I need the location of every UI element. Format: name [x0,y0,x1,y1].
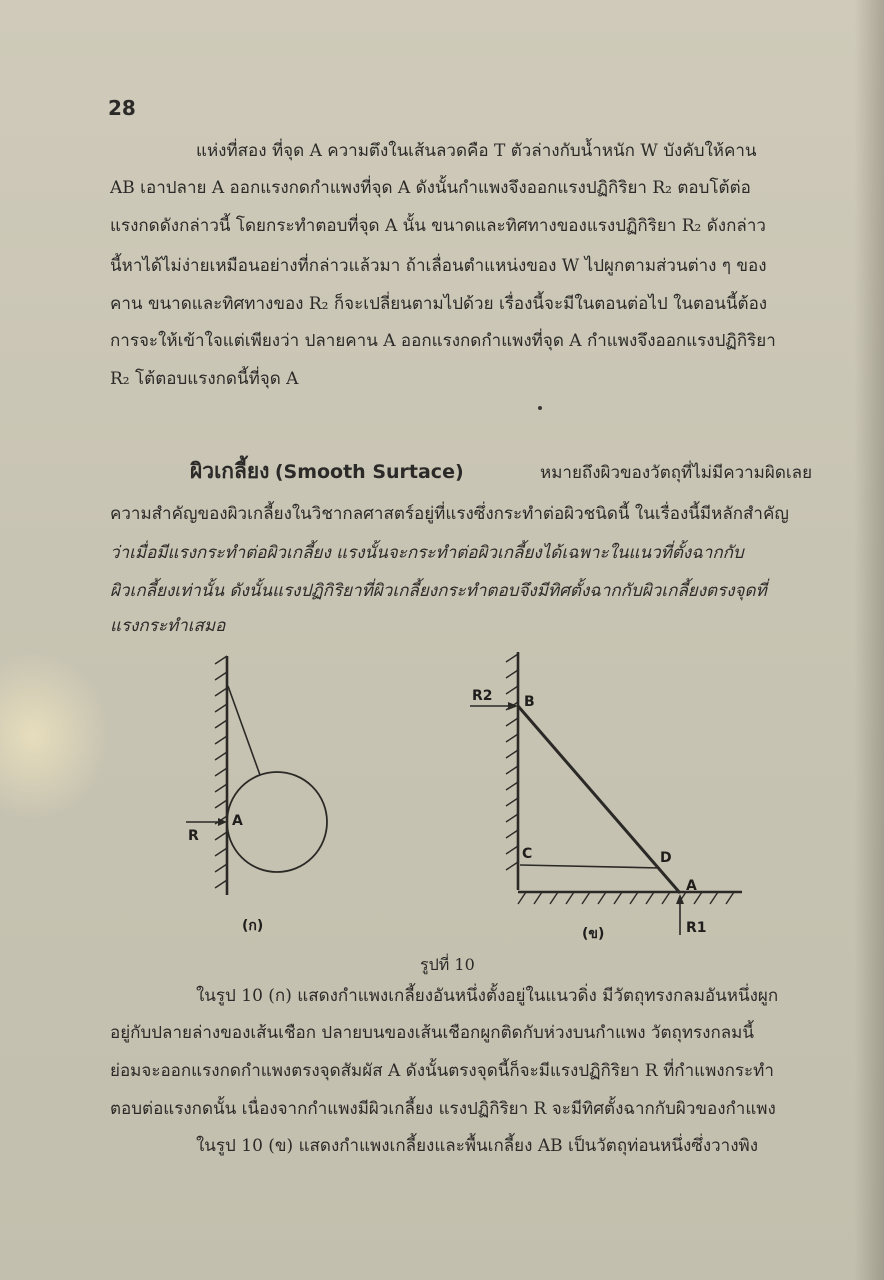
text-line: แห่งที่สอง ที่จุด A ความตึงในเส้นลวดคือ T ตัวล่างกับน้ำหนัก W บังคับให้คาน [196,141,757,161]
caption-a: (ก) [242,918,264,934]
text-line: ว่าเมื่อมีแรงกระทำต่อผิวเกลี้ยง แรงนั้นจะกระทำต่อผิวเกลี้ยงได้เฉพาะในแนวที่ตั้งฉากกับ [110,543,744,563]
paper-stain [0,650,110,820]
label-d: D [660,850,672,866]
floor-hatch [518,892,742,904]
caption-b: (ข) [582,926,605,942]
ink-dot [538,406,542,410]
text-line: AB เอาปลาย A ออกแรงกดกำแพงที่จุด A ดังนั้นกำแพงจึงออกแรงปฏิกิริยา R₂ ตอบโต้ต่อ [110,178,751,198]
text-line: ตอบต่อแรงกดนั้น เนื่องจากกำแพงมีผิวเกลี้ยง แรงปฏิกิริยา R จะมีทิศตั้งฉากกับผิวของกำแพง [110,1099,776,1119]
text-line: แรงกระทำเสมอ [110,616,226,636]
label-a: A [686,878,697,894]
text-line: คาน ขนาดและทิศทางของ R₂ ก็จะเปลี่ยนตามไปด้วย เรื่องนี้จะมีในตอนต่อไป ในตอนนี้ต้อง [110,294,768,314]
figure-a [180,650,350,950]
text-line: ย่อมจะออกแรงกดกำแพงตรงจุดสัมผัส A ดังนั้นตรงจุดนี้ก็จะมีแรงปฏิกิริยา R ที่กำแพงกระทำ [110,1061,774,1081]
figure-b [460,650,760,950]
label-r1: R1 [686,920,707,936]
arrowhead [676,894,684,904]
text-line: ความสำคัญของผิวเกลี้ยงในวิชากลศาสตร์อยู่ที่แรงซึ่งกระทำต่อผิวชนิดนี้ ในเรื่องนี้มีหลักสำคัญ [110,504,789,524]
text-line: นี้หาได้ไม่ง่ายเหมือนอย่างที่กล่าวแล้วมา ถ้าเลื่อนตำแหน่งของ W ไปผูกตามส่วนต่าง ๆ ของ [110,256,767,276]
text-line: ในรูป 10 (ก) แสดงกำแพงเกลี้ยงอันหนึ่งตั้งอยู่ในแนวดิ่ง มีวัตถุทรงกลมอันหนึ่งผูก [196,986,779,1006]
label-r2: R2 [472,688,493,704]
label-c: C [522,846,533,862]
page-edge-shadow [854,0,884,1280]
page-number: 28 [108,96,136,120]
text-line: ในรูป 10 (ข) แสดงกำแพงเกลี้ยงและพื้นเกลี้ยง AB เป็นวัตถุท่อนหนึ่งซึ่งวางพิง [196,1136,759,1156]
rope [228,686,260,775]
text-line: แรงกดดังกล่าวนี้ โดยกระทำตอบที่จุด A นั้น ขนาดและทิศทางของแรงปฏิกิริยา R₂ ดังกล่าว [110,216,766,236]
heading-continuation: หมายถึงผิวของวัตถุที่ไม่มีความผิดเลย [540,463,813,483]
figure-caption: รูปที่ 10 [420,955,475,974]
heading-thai: ผิวเกลี้ยง [190,458,270,483]
section-heading [190,460,464,484]
text-line: R₂ โต้ตอบแรงกดนี้ที่จุด A [110,369,299,389]
label-a: A [232,813,243,829]
label-b: B [524,694,535,710]
heading-english: (Smooth Surtace) [274,461,464,483]
rope-cd [520,865,660,868]
wall-hatch [506,652,518,890]
text-line: การจะให้เข้าใจแต่เพียงว่า ปลายคาน A ออกแรงกดกำแพงที่จุด A กำแพงจึงออกแรงปฏิกิริยา [110,331,776,351]
text-line: อยู่กับปลายล่างของเส้นเชือก ปลายบนของเส้นเชือกผูกติดกับห่วงบนกำแพง วัตถุทรงกลมนี้ [110,1023,754,1043]
text-line: ผิวเกลี้ยงเท่านั้น ดังนั้นแรงปฏิกิริยาที่ผิวเกลี้ยงกระทำตอบจึงมีทิศตั้งฉากกับผิวเกลี้ยงตรงจุดที่ [110,581,767,601]
wall-hatch [215,656,227,895]
label-r: R [188,828,199,844]
